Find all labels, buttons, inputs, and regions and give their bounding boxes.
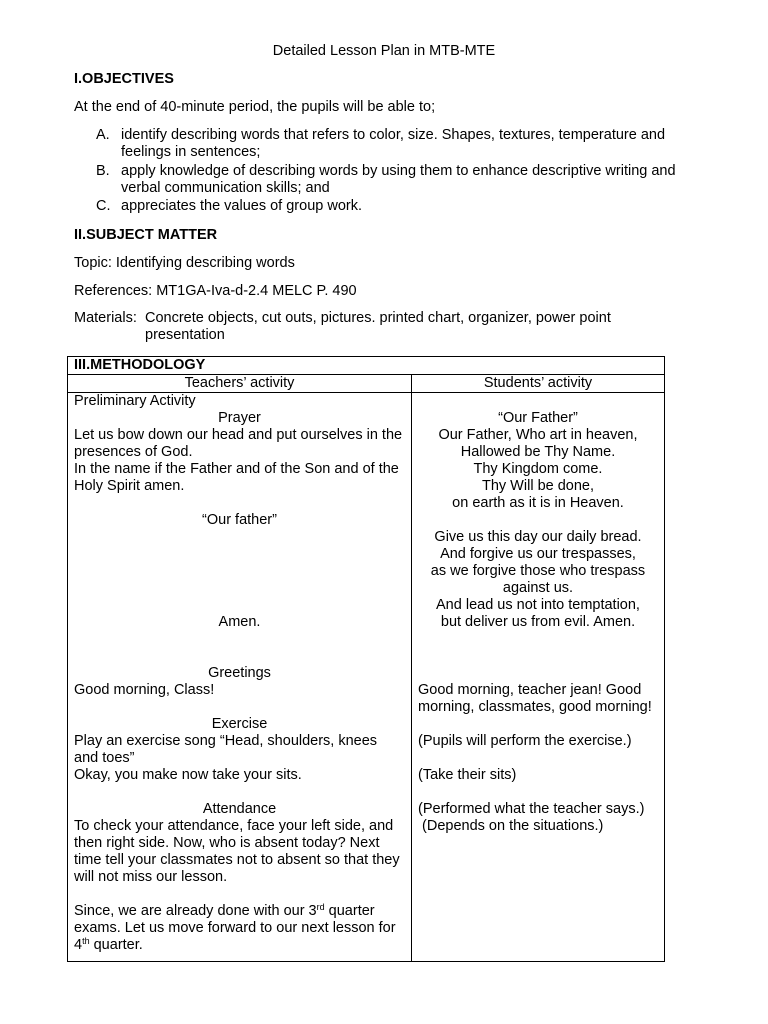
closing-text (74, 903, 405, 954)
objective-marker: A. (96, 127, 110, 143)
spacer (418, 512, 658, 529)
sit-reply: (Take their sits) (418, 767, 517, 783)
subject-matter-heading: II.SUBJECT MATTER (74, 227, 218, 243)
document-title: Detailed Lesson Plan in MTB-MTE (272, 43, 496, 59)
methodology-heading-row (68, 357, 665, 375)
prayer-line: And lead us not into temptation, (436, 597, 640, 613)
student-column-header: Students’ activity (412, 375, 665, 393)
teacher-column-header: Teachers’ activity (68, 375, 412, 393)
objective-marker: B. (96, 162, 110, 179)
objective-item (96, 198, 696, 215)
spacer (74, 699, 405, 716)
prayer-line: but deliver us from evil. Amen. (440, 614, 636, 630)
objective-text: apply knowledge of describing words by using them to enhance descriptive writing and verbal communication skills; and (121, 162, 676, 196)
objective-item (96, 127, 696, 161)
methodology-heading: III.METHODOLOGY (68, 357, 665, 375)
prayer-instruction: Let us bow down our head and put ourselves in the presences of God. (74, 427, 403, 460)
spacer (418, 716, 658, 733)
objectives-intro: At the end of 40-minute period, the pupils will be able to; (74, 99, 436, 115)
objective-text: identify describing words that refers to color, size. Shapes, textures, temperature and feelings in sentences; (121, 127, 666, 160)
objectives-list (96, 127, 696, 217)
topic-line: Topic: Identifying describing words (74, 255, 295, 271)
depends-reply: (Depends on the situations.) (418, 818, 604, 834)
prayer-line: And forgive us our trespasses, (440, 546, 636, 562)
prayer-line: as we forgive those who trespass against us. (430, 563, 646, 596)
spacer (418, 784, 658, 801)
attendance-text: To check your attendance, face your left side, and then right side. Now, who is absent today? Next time tell your classmates not to absent so that they will not miss our lesson. (74, 818, 400, 885)
activity-row (68, 393, 665, 962)
exercise-title: Exercise (211, 716, 268, 732)
prayer-line: Give us this day our daily bread. (434, 529, 642, 545)
materials-label: Materials: (74, 310, 137, 326)
objective-marker: C. (96, 198, 111, 214)
column-header-row (68, 375, 665, 393)
spacer (74, 495, 405, 512)
amen-cue: Amen. (218, 614, 261, 630)
teacher-activity-cell (68, 393, 412, 962)
objectives-heading: I.OBJECTIVES (74, 71, 174, 87)
closing-text-part: quarter exams. Let us move forward to our next lesson for 4 (74, 903, 396, 953)
our-father-cue: “Our father” (202, 512, 277, 528)
prayer-line: Our Father, Who art in heaven, (438, 427, 638, 443)
spacer (74, 529, 405, 597)
spacer (418, 750, 658, 767)
sit-instruction: Okay, you make now take your sits. (74, 767, 302, 783)
spacer (74, 886, 405, 903)
spacer (74, 631, 405, 665)
closing-text-part: quarter. (89, 937, 143, 953)
objective-item (96, 163, 696, 197)
closing-superscript: rd (316, 902, 325, 912)
prayer-line: Hallowed be Thy Name. (460, 444, 616, 460)
prayer-line: Thy Kingdom come. (473, 461, 603, 477)
references-line: References: MT1GA-Iva-d-2.4 MELC P. 490 (74, 283, 357, 299)
attendance-reply: (Performed what the teacher says.) (418, 801, 645, 817)
materials-line (74, 310, 694, 344)
greeting-reply: Good morning, teacher jean! Good morning, classmates, good morning! (418, 682, 652, 715)
objective-text: appreciates the values of group work. (121, 198, 362, 214)
exercise-reply: (Pupils will perform the exercise.) (418, 733, 632, 749)
student-activity-cell (412, 393, 665, 962)
greetings-title: Greetings (208, 665, 271, 681)
spacer (418, 631, 658, 682)
spacer (74, 597, 405, 614)
attendance-title: Attendance (202, 801, 277, 817)
methodology-table (67, 356, 665, 962)
prayer-title: Prayer (218, 410, 261, 426)
sign-of-cross-text: In the name if the Father and of the Son and of the Holy Spirit amen. (74, 461, 399, 494)
closing-superscript: th (82, 936, 90, 946)
materials-value: Concrete objects, cut outs, pictures. printed chart, organizer, power point presentation (145, 310, 611, 343)
preliminary-activity-label: Preliminary Activity (74, 393, 196, 409)
spacer (74, 784, 405, 801)
prayer-line: Thy Will be done, (481, 478, 595, 494)
closing-text-part: Since, we are already done with our 3 (74, 903, 317, 919)
prayer-line: on earth as it is in Heaven. (452, 495, 624, 511)
greetings-text: Good morning, Class! (74, 682, 215, 698)
spacer (418, 393, 658, 410)
exercise-text: Play an exercise song “Head, shoulders, knees and toes” (74, 733, 378, 766)
student-prayer-title: “Our Father” (498, 410, 578, 426)
